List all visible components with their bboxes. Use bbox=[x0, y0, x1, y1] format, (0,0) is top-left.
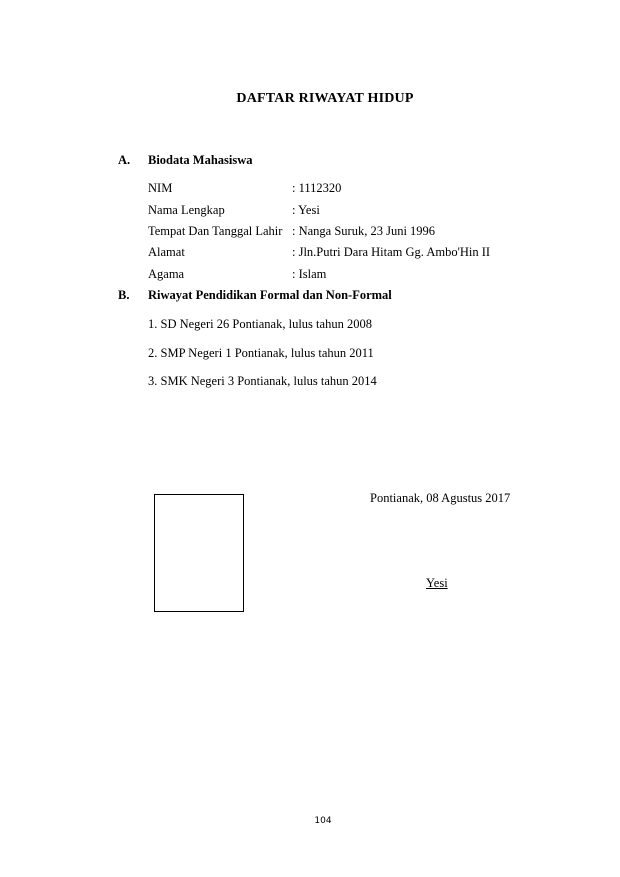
religion-value: : Islam bbox=[292, 267, 327, 281]
photo-box bbox=[154, 494, 244, 612]
education-item-1: 1. SD Negeri 26 Pontianak, lulus tahun 2008 bbox=[148, 317, 372, 331]
name-label: Nama Lengkap bbox=[148, 203, 225, 217]
page-number: 104 bbox=[314, 816, 332, 826]
section-a-title: Biodata Mahasiswa bbox=[148, 153, 253, 167]
section-b-letter: B. bbox=[118, 288, 130, 302]
address-value: : Jln.Putri Dara Hitam Gg. Ambo'Hin II bbox=[292, 245, 491, 259]
birth-value: : Nanga Suruk, 23 Juni 1996 bbox=[292, 224, 436, 238]
nim-value: : 1112320 bbox=[292, 181, 342, 195]
education-item-3: 3. SMK Negeri 3 Pontianak, lulus tahun 2014 bbox=[148, 374, 377, 388]
nim-label: NIM bbox=[148, 181, 173, 195]
religion-label: Agama bbox=[148, 267, 185, 281]
address-label: Alamat bbox=[148, 245, 185, 259]
birth-label: Tempat Dan Tanggal Lahir bbox=[148, 224, 283, 238]
education-item-2: 2. SMP Negeri 1 Pontianak, lulus tahun 2011 bbox=[148, 346, 374, 360]
document-title: DAFTAR RIWAYAT HIDUP bbox=[236, 91, 414, 106]
signature-name: Yesi bbox=[426, 576, 448, 590]
section-a-letter: A. bbox=[118, 153, 131, 167]
place-date: Pontianak, 08 Agustus 2017 bbox=[370, 491, 511, 505]
section-b-title: Riwayat Pendidikan Formal dan Non-Formal bbox=[148, 288, 392, 302]
name-value: : Yesi bbox=[292, 203, 320, 217]
